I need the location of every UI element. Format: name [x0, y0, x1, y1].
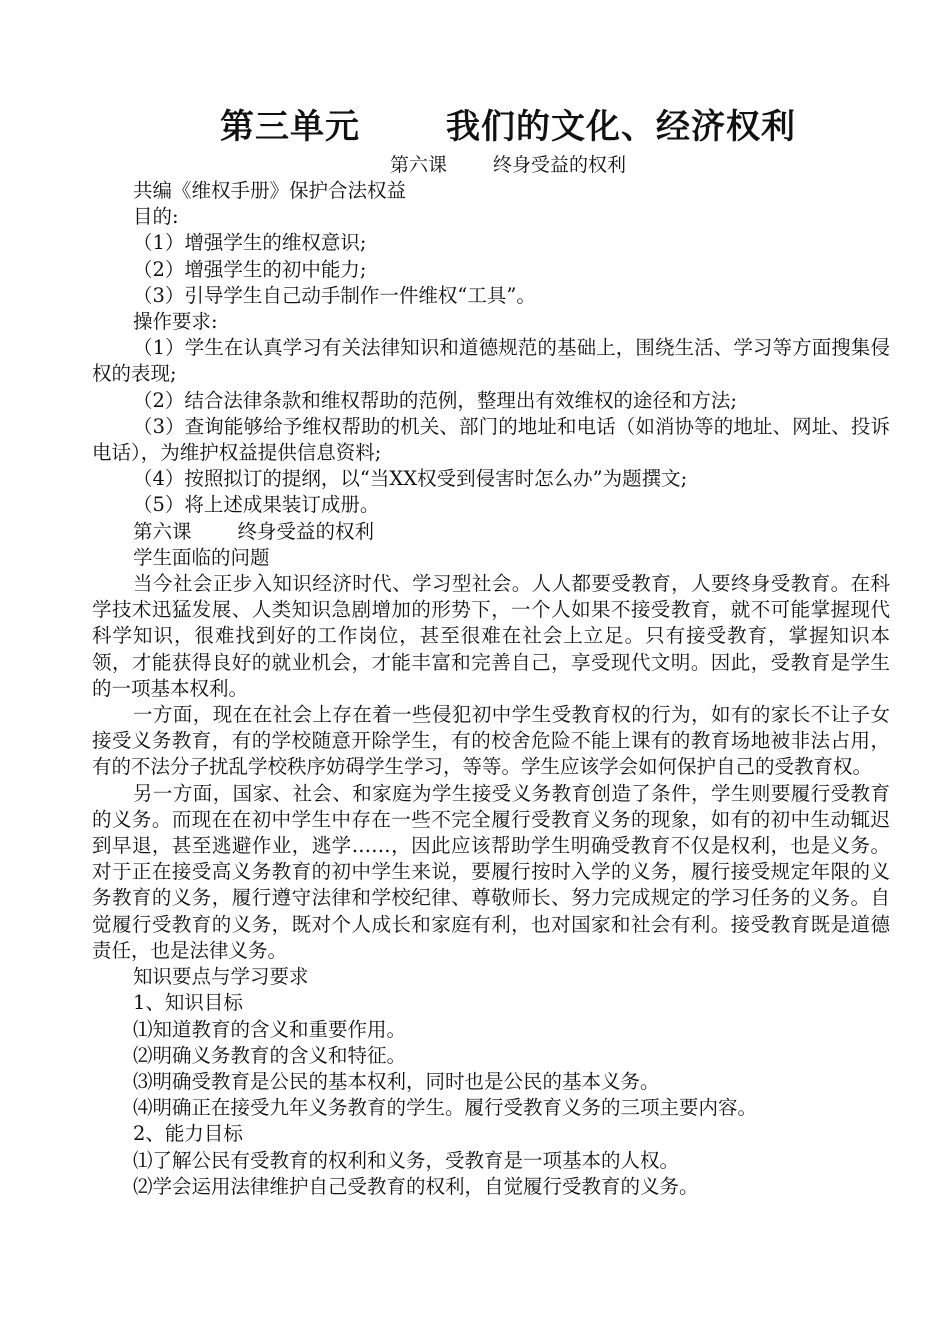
- list-item: ⑴知道教育的含义和重要作用。: [133, 1017, 407, 1041]
- paragraph: 另一方面，国家、社会、和家庭为学生接受义务教育创造了条件，学生则要履行受教育的义务。而现在在初中学生中存在一些不完全履行受教育义务的现象，如有的初中生动辄迟到早退，甚至逃避作业，逃学……，因此应该帮助学生明确受教育不仅是权利，也是义务。对于正在接受高义务教育的初中学生来说，要履行按时入学的义务，履行接受规定年限的义务教育的义务，履行遵守法律和学校纪律、尊敬师长、努力完成规定的学习任务的义务。自觉履行受教育的义务，既对个人成长和家庭有利，也对国家和社会有利。接受教育既是道德责任，也是法律义务。: [92, 781, 890, 962]
- unit-title-text: 我们的文化、经济权利: [446, 107, 796, 147]
- lesson-heading: [92, 519, 890, 545]
- document-body: [92, 178, 890, 1200]
- subsection-heading: 2、能力目标: [133, 1122, 243, 1146]
- paragraph: （5）将上述成果装订成册。: [133, 493, 380, 517]
- list-item: ⑵学会运用法律维护自己受教育的权利，自觉履行受教育的义务。: [133, 1174, 699, 1198]
- lesson-heading-text: 终身受益的权利: [237, 519, 375, 543]
- paragraph: 操作要求:: [133, 310, 218, 334]
- unit-title-number: 第三单元: [220, 107, 360, 147]
- paragraph: 目的:: [133, 205, 179, 229]
- section-heading: 学生面临的问题: [133, 545, 270, 569]
- lesson-title-text: 终身受益的权利: [493, 154, 627, 176]
- subsection-heading: 1、知识目标: [133, 991, 243, 1015]
- paragraph: （4）按照拟订的提纲，以“当XX权受到侵害时怎么办”为题撰文;: [133, 467, 688, 491]
- paragraph: 当今社会正步入知识经济时代、学习型社会。人人都要受教育，人要终身受教育。在科学技术迅猛发展、人类知识急剧增加的形势下，一个人如果不接受教育，就不可能掌握现代科学知识，很难找到好的工作岗位，甚至很难在社会上立足。只有接受教育，掌握知识本领，才能获得良好的就业机会，才能丰富和完善自己，享受现代文明。因此，受教育是学生的一项基本权利。: [92, 572, 890, 700]
- paragraph: （1）学生在认真学习有关法律知识和道德规范的基础上，围绕生活、学习等方面搜集侵权的表现;: [92, 336, 890, 386]
- paragraph: （3）查询能够给予维权帮助的机关、部门的地址和电话（如消协等的地址、网址、投诉电话），为维护权益提供信息资料;: [92, 414, 890, 465]
- paragraph: 共编《维权手册》保护合法权益: [133, 179, 407, 202]
- section-heading: 知识要点与学习要求: [133, 965, 309, 989]
- unit-title: [220, 104, 890, 150]
- paragraph: （2）增强学生的初中能力;: [133, 257, 367, 281]
- lesson-title-number: 第六课: [390, 154, 448, 176]
- list-item: ⑵明确义务教育的含义和特征。: [133, 1043, 407, 1067]
- list-item: ⑴了解公民有受教育的权利和义务，受教育是一项基本的人权。: [133, 1148, 680, 1172]
- list-item: ⑷明确正在接受九年义务教育的学生。履行受教育义务的三项主要内容。: [133, 1096, 758, 1120]
- paragraph: （2）结合法律条款和维权帮助的范例，整理出有效维权的途径和方法;: [133, 388, 737, 412]
- lesson-title: [390, 152, 890, 178]
- list-item: ⑶明确受教育是公民的基本权利，同时也是公民的基本义务。: [133, 1069, 660, 1093]
- paragraph: （3）引导学生自己动手制作一件维权“工具”。: [133, 283, 536, 307]
- lesson-heading-number: 第六课: [133, 519, 192, 543]
- paragraph: 一方面，现在在社会上存在着一些侵犯初中学生受教育权的行为，如有的家长不让子女接受义务教育，有的学校随意开除学生，有的校舍危险不能上课有的教育场地被非法占用，有的不法分子扰乱学校秩序妨碍学生学习，等等。学生应该学会如何保护自己的受教育权。: [92, 703, 890, 779]
- paragraph: （1）增强学生的维权意识;: [133, 231, 367, 255]
